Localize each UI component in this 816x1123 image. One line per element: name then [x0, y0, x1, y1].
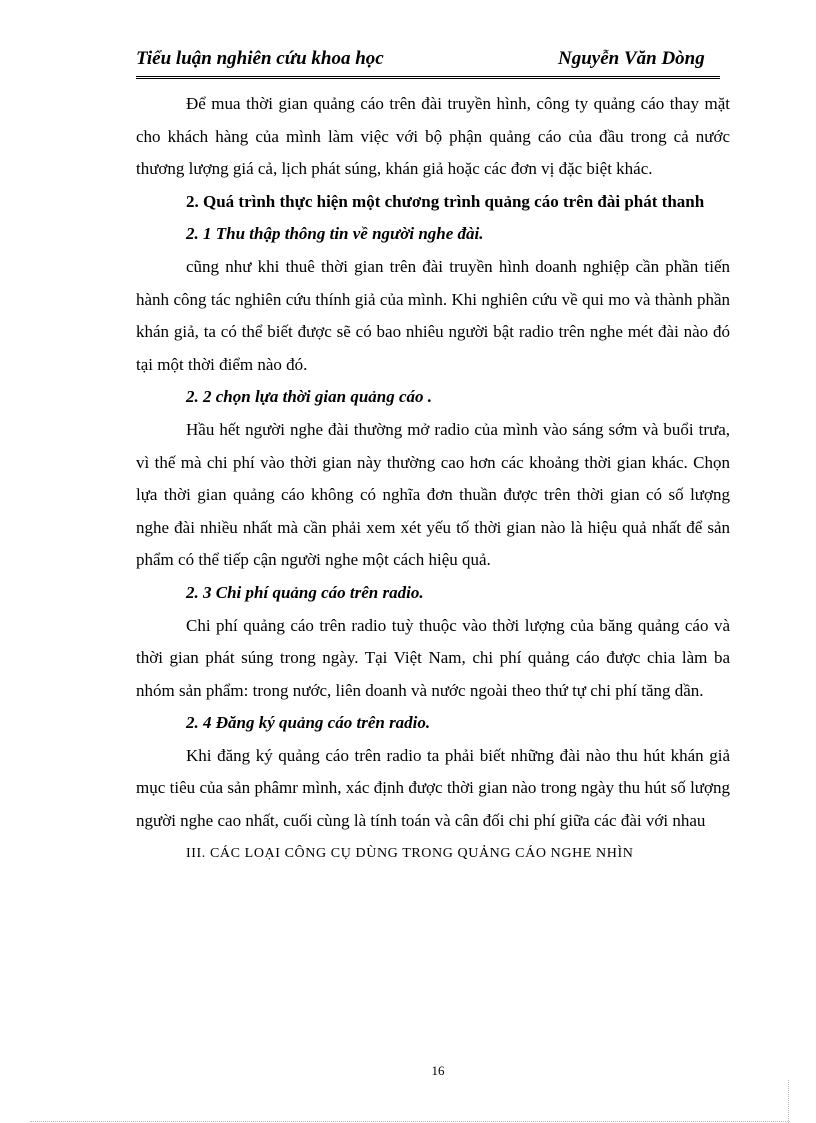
page-border-bottom — [30, 1121, 790, 1122]
page-header — [136, 46, 720, 79]
paragraph: Để mua thời gian quảng cáo trên đài truyền hình, công ty quảng cáo thay mặt cho khách hàng của mình làm việc với bộ phận quảng cáo của đầu trong cả nước thương lượng giá cả, lịch phát súng, khán giả hoặc các đơn vị đặc biệt khác. — [136, 94, 730, 179]
header-title: Tiểu luận nghiên cứu khoa học — [136, 48, 384, 69]
paragraph: Chi phí quảng cáo trên radio tuỳ thuộc vào thời lượng của băng quảng cáo và thời gian phát súng trong ngày. Tại Việt Nam, chi phí quảng cáo được chia làm ba nhóm sản phẩm: trong nước, liên doanh và nước ngoài theo thứ tự chi phí tăng dần. — [136, 615, 730, 700]
page-border-right — [788, 1080, 789, 1123]
subsection-heading: 2. 3 Chi phí quảng cáo trên radio. — [186, 582, 424, 602]
paragraph: Hầu hết người nghe đài thường mở radio của mình vào sáng sớm và buổi trưa, vì thế mà chi phí vào thời gian này thường cao hơn các khoảng thời gian khác. Chọn lựa thời gian quảng cáo không có nghĩa đơn thuần được trên thời gian có số lượng nghe đài nhiều nhất mà cần phải xem xét yếu tố thời gian nào là hiệu quả nhất để sản phẩm có thể tiếp cận người nghe một cách hiệu quả. — [136, 419, 730, 570]
header-author: Nguyễn Văn Dòng — [558, 48, 705, 69]
paragraph: Khi đăng ký quảng cáo trên radio ta phải biết những đài nào thu hút khán giả mục tiêu của sản phâmr mình, xác định được thời gian nào trong ngày thu hút số lượng người nghe cao nhất, cuối cùng là tính toán và cân đối chi phí giữa các đài với nhau — [136, 745, 730, 831]
chapter-heading: III. CÁC LOẠI CÔNG CỤ DÙNG TRONG QUẢNG CÁO NGHE NHÌN — [186, 845, 634, 861]
subsection-heading: 2. 4 Đăng ký quảng cáo trên radio. — [186, 713, 431, 733]
section-heading: 2. Quá trình thực hiện một chương trình quảng cáo trên đài phát thanh — [186, 191, 705, 211]
subsection-heading: 2. 2 chọn lựa thời gian quảng cáo . — [186, 387, 433, 407]
paragraph: cũng như khi thuê thời gian trên đài truyền hình doanh nghiệp cần phần tiến hành công tác nghiên cứu thính giả của mình. Khi nghiên cứu về qui mo và thành phần khán giả, ta có thể biết được sẽ có bao nhiêu người bật radio trên nghe mét đài nào đó tại một thời điểm nào đó. — [136, 256, 730, 374]
document-body — [136, 88, 730, 870]
subsection-heading: 2. 1 Thu thập thông tin về người nghe đài. — [186, 224, 484, 244]
page-number: 16 — [431, 1063, 445, 1078]
